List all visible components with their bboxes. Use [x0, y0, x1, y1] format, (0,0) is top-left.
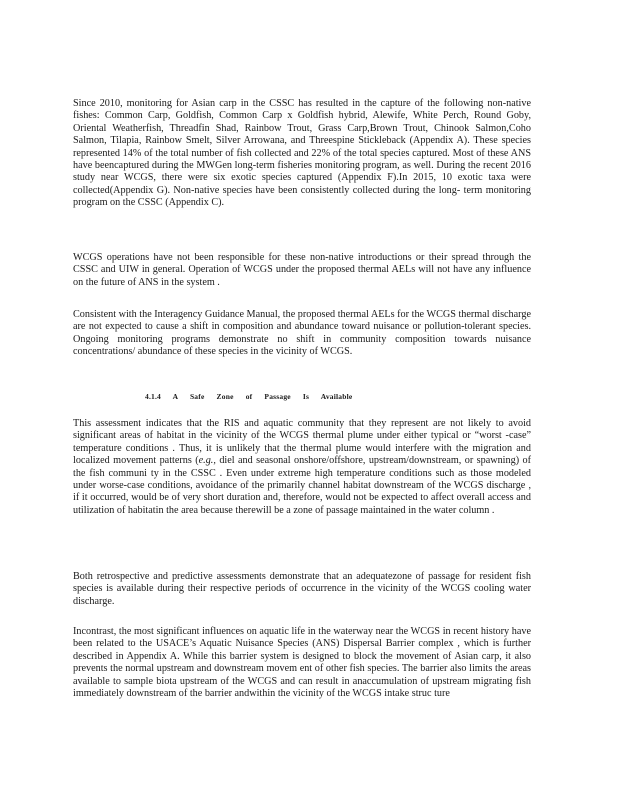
section-heading: 4.1.4 A Safe Zone of Passage Is Available — [145, 392, 353, 401]
paragraph-interagency-guidance: Consistent with the Interagency Guidance Manual, the proposed thermal AELs for the WCGS thermal discharge are not expected to cause a shift in composition and abundance toward nuisance or pollution-tolerant species. Ongoing monitoring programs demonstrate no shift in community composition towards nuisance concentrations/ abundance of these species in the vicinity of WCGS. — [73, 309, 531, 358]
paragraph-assessment — [73, 418, 531, 517]
paragraph-wcgs-operations: WCGS operations have not been responsible for these non-native introductions or their spread through the CSSC and UIW in general. Operation of WCGS under the proposed thermal AELs will not have any influence on the future of ANS in the system . — [73, 252, 531, 288]
paragraph-nonnative-fishes: Since 2010, monitoring for Asian carp in the CSSC has resulted in the capture of the following non-native fishes: Common Carp, Goldfish, Common Carp x Goldfish hybrid, Alewife, White Perch, Round Goby, Oriental Weatherfish, Threadfin Shad, Rainbow Trout, Grass Carp,Brown Trout, Chinook Salmon,Coho Salmon, Tilapia, Rainbow Smelt, Silver Arrowana, and Threespine Stickleback (Appendix A). These species represented 14% of the total number of fish collected and 22% of the total species captured. Most of these ANS have beencaptured during the MWGen long-term fisheries monitoring program, as well. During the recent 2016 study near WCGS, there were six exotic species captured (Appendix F).In 2015, 10 exotic taxa were collected(Appendix G). Non-native species have been consistently collected during the long- term monitoring program on the CSSC (Appendix C). — [73, 98, 531, 209]
paragraph-assessment-part-2: diel and seasonal onshore/offshore, upstream/downstream, or spawning) of the fish communi ty in the CSSC . Even under extreme high temperature conditions such as those modeled under worse-case conditions, avoidance of the primarily channel habitat downstream of the WCGS discharge , if it occurred, would be of very short duration and, therefore, would not be expected to affect overall access and utilization of habitatin the area because therewill be a zone of passage maintained in the water column . — [73, 455, 531, 516]
paragraph-zone-of-passage: Both retrospective and predictive assessments demonstrate that an adequatezone of passage for resident fish species is available during their respective periods of occurrence in the vicinity of the WCGS cooling water discharge. — [73, 571, 531, 607]
eg-abbreviation: e.g., — [198, 455, 216, 467]
paragraph-dispersal-barrier: Incontrast, the most significant influences on aquatic life in the waterway near the WCGS in recent history have been related to the USACE’s Aquatic Nuisance Species (ANS) Dispersal Barrier complex , which is further described in Appendix A. While this barrier system is designed to block the movement of Asian carp, it also prevents the normal upstream and downstream movem ent of other fish species. The barrier also limits the areas available to sample biota upstream of the WCGS and can result in anaccumulation of upstream migrating fish immediately downstream of the barrier andwithin the vicinity of the WCGS intake struc ture — [73, 626, 531, 700]
paragraph-assessment-part-1: This assessment indicates that the RIS and aquatic community that they represent are not likely to avoid significant areas of habitat in the vicinity of the WCGS thermal plume under either typical or “worst -case” temperature conditions . Thus, it is unlikely that the thermal plume would interfere with the migration and localized movement patterns ( — [73, 418, 531, 467]
